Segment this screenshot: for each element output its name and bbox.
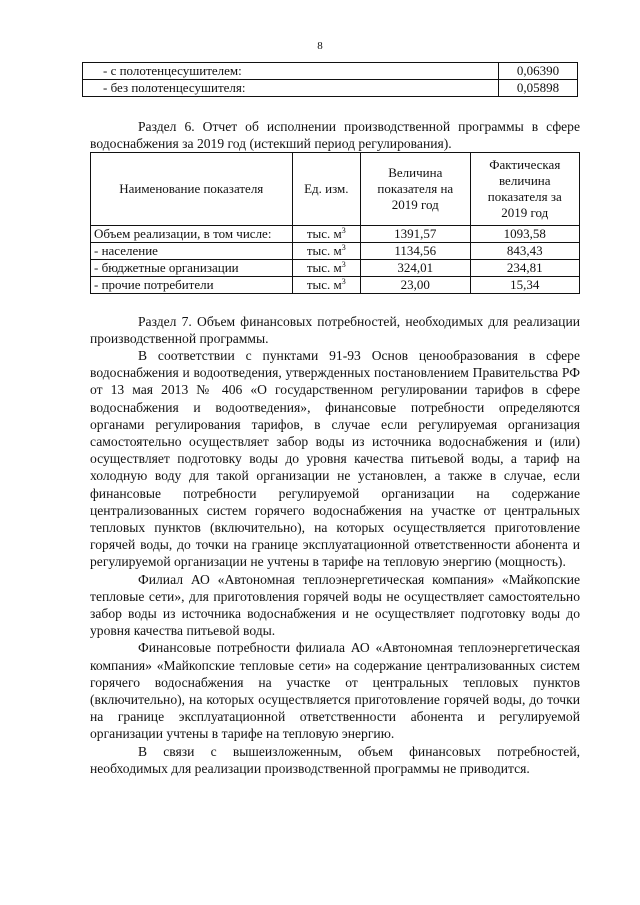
table-row — [91, 277, 580, 294]
unit-cell — [292, 260, 361, 277]
table-row — [91, 226, 580, 243]
indicator-name: - население — [91, 243, 293, 260]
indicator-name: - бюджетные организации — [91, 260, 293, 277]
paragraph: Финансовые потребности филиала АО «Автономная теплоэнергетическая компания» «Майкопские тепловые сети» на содержание централизованных систем горячего водоснабжения на участке от центральных тепловых пунктов (включительно), на которых осуществляется приготовление горячей воды, до точки на границе эксплуатационной ответственности абонента и регулируемой организации учтены в тарифе на тепловую энергию. — [90, 640, 580, 742]
header-indicator-name: Наименование показателя — [91, 153, 293, 226]
section7-heading: Раздел 7. Объем финансовых потребностей, необходимых для реализации производственной программы. — [90, 314, 580, 347]
unit-text: тыс. м — [306, 243, 342, 258]
unit-cell — [292, 277, 361, 294]
table-row — [83, 63, 578, 80]
header-plan-value: Величина показателя на 2019 год — [361, 153, 470, 226]
table-row — [91, 260, 580, 277]
actual-value: 15,34 — [470, 277, 579, 294]
table-header-row — [91, 153, 580, 226]
page-number: 8 — [317, 40, 323, 52]
unit-text: тыс. м — [306, 277, 342, 292]
unit-cell — [292, 226, 361, 243]
production-report-table — [90, 152, 580, 294]
header-actual-value: Фактическая величина показателя за 2019 год — [470, 153, 579, 226]
tariff-table — [82, 62, 578, 97]
unit-text: тыс. м — [306, 260, 342, 275]
section7-body — [90, 347, 580, 777]
header-unit: Ед. изм. — [292, 153, 361, 226]
table-row — [83, 80, 578, 97]
row-value: 0,05898 — [499, 80, 578, 97]
unit-cell — [292, 243, 361, 260]
actual-value: 843,43 — [470, 243, 579, 260]
plan-value: 1391,57 — [361, 226, 470, 243]
unit-superscript: 3 — [341, 243, 346, 252]
unit-text: тыс. м — [306, 226, 342, 241]
table-row — [91, 243, 580, 260]
actual-value: 234,81 — [470, 260, 579, 277]
paragraph: В связи с вышеизложенным, объем финансовых потребностей, необходимых для реализации производственной программы не приводится. — [90, 743, 580, 776]
paragraph: В соответствии с пунктами 91-93 Основ ценообразования в сфере водоснабжения и водоотведения, утвержденных постановлением Правительства РФ от 13 мая 2013 № 406 «О государственном регулировании тарифов в сфере водоснабжения и водоотведения», финансовые потребности определяются органами регулирования тарифов, в случае если регулируемая организация самостоятельно осуществляет забор воды из источника водоснабжения и (или) осуществляет подготовку воды до уровня качества питьевой воды, а тариф на холодную воду для такой организации не установлен, а также в случае, если финансовые потребности регулируемой организации на содержание централизованных систем горячего водоснабжения на участке от центральных тепловых пунктов (включительно), на которых осуществляется приготовление горячей воды, до точки на границе эксплуатационной ответственности абонента и регулируемой организации не учтены в тарифе на тепловую энергию (мощность). — [90, 348, 580, 570]
plan-value: 23,00 — [361, 277, 470, 294]
unit-superscript: 3 — [341, 277, 346, 286]
section6-heading: Раздел 6. Отчет об исполнении производственной программы в сфере водоснабжения за 2019 год (истекший период регулирования). — [90, 119, 580, 152]
unit-superscript: 3 — [341, 260, 346, 269]
indicator-name: - прочие потребители — [91, 277, 293, 294]
plan-value: 324,01 — [361, 260, 470, 277]
row-label: - с полотенцесушителем: — [83, 63, 499, 80]
row-label: - без полотенцесушителя: — [83, 80, 499, 97]
row-value: 0,06390 — [499, 63, 578, 80]
paragraph: Филиал АО «Автономная теплоэнергетическая компания» «Майкопские тепловые сети», для приготовления горячей воды не осуществляет самостоятельно забор воды из источника водоснабжения и не осуществляет подготовку воды до уровня качества питьевой воды. — [90, 571, 580, 639]
plan-value: 1134,56 — [361, 243, 470, 260]
indicator-name: Объем реализации, в том числе: — [91, 226, 293, 243]
actual-value: 1093,58 — [470, 226, 579, 243]
unit-superscript: 3 — [341, 226, 346, 235]
